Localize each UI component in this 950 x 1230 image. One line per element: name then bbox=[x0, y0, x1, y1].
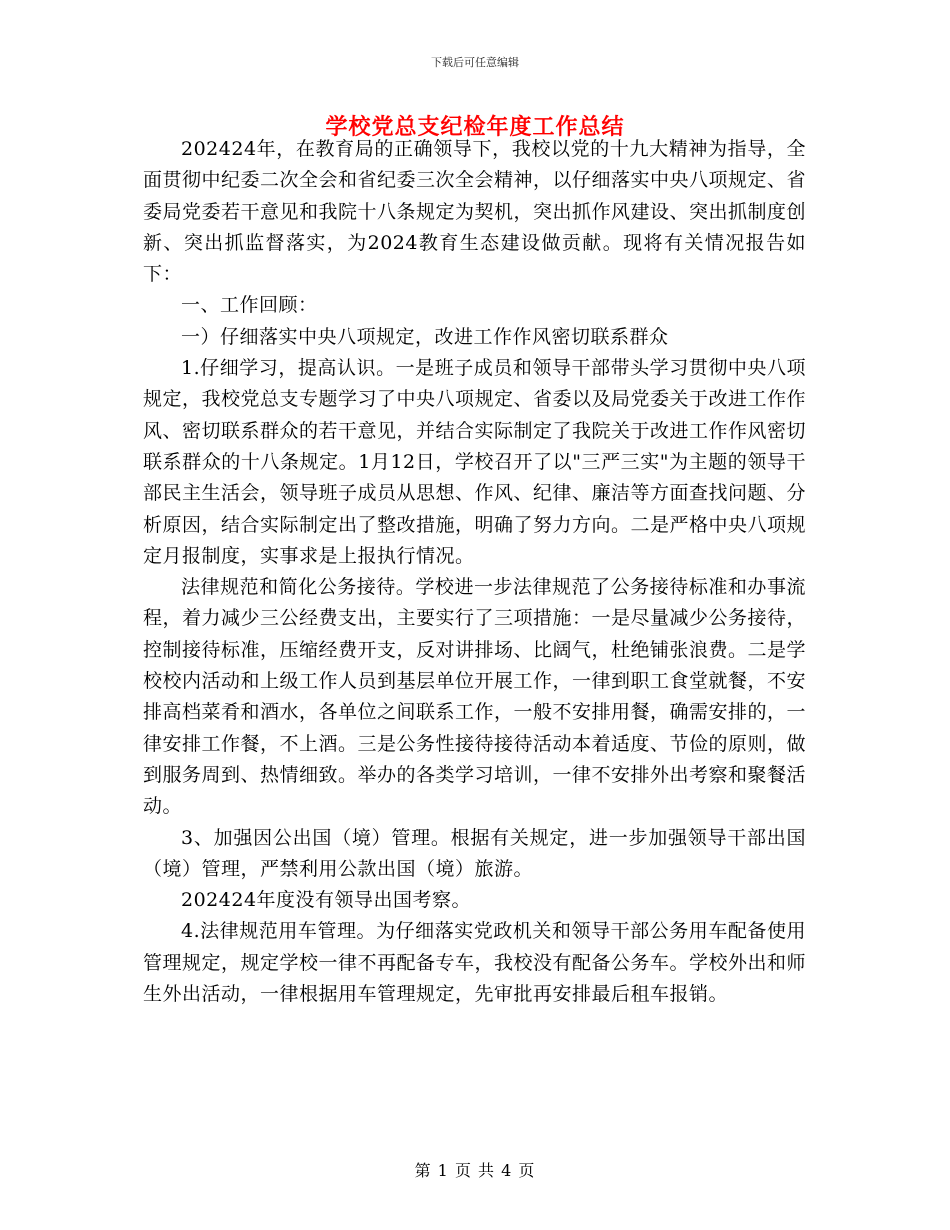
document-body bbox=[143, 134, 806, 1010]
document-title: 学校党总支纪检年度工作总结 bbox=[325, 114, 625, 140]
paragraph-reception: 法律规范和简化公务接待。学校进一步法律规范了公务接待标准和办事流程，着力减少三公经费支出，主要实行了三项措施：一是尽量减少公务接待，控制接待标准，压缩经费开支，反对讲排场、比阔气，杜绝铺张浪费。二是学校校内活动和上级工作人员到基层单位开展工作，一律到职工食堂就餐，不安排高档菜肴和酒水，各单位之间联系工作，一般不安排用餐，确需安排的，一律安排工作餐，不上酒。三是公务性接待接待活动本着适度、节俭的原则，做到服务周到、热情细致。举办的各类学习培训，一律不安排外出考察和聚餐活动。 bbox=[143, 576, 807, 818]
page-number: 第 1 页 共 4 页 bbox=[414, 1161, 536, 1180]
page-header-note: 下载后可任意编辑 bbox=[431, 56, 519, 69]
paragraph-intro: 202424年，在教育局的正确领导下，我校以党的十九大精神为指导，全面贯彻中纪委二次全会和省纪委三次全会精神，以仔细落实中央八项规定、省委局党委若干意见和我院十八条规定为契机，突出抓作风建设、突出抓制度创新、突出抓监督落实，为2024教育生态建设做贡献。现将有关情况报告如下： bbox=[143, 138, 807, 286]
paragraph-vehicles: 4.法律规范用车管理。为仔细落实党政机关和领导干部公务用车配备使用管理规定，规定学校一律不再配备专车，我校没有配备公务车。学校外出和师生外出活动，一律根据用车管理规定，先审批再安排最后租车报销。 bbox=[143, 920, 807, 1006]
subsection-heading-eight-rules: 一）仔细落实中央八项规定，改进工作作风密切联系群众 bbox=[181, 325, 669, 348]
section-heading-review: 一、工作回顾： bbox=[181, 294, 318, 317]
paragraph-study: 1.仔细学习，提高认识。一是班子成员和领导干部带头学习贯彻中央八项规定，我校党总支专题学习了中央八项规定、省委以及局党委关于改进工作作风、密切联系群众的若干意见，并结合实际制定了我院关于改进工作作风密切联系群众的十八条规定。1月12日，学校召开了以"三严三实"为主题的领导干部民主生活会，领导班子成员从思想、作风、纪律、廉洁等方面查找问题、分析原因，结合实际制定出了整改措施，明确了努力方向。二是严格中央八项规定月报制度，实事求是上报执行情况。 bbox=[143, 357, 807, 567]
paragraph-no-abroad: 202424年度没有领导出国考察。 bbox=[181, 889, 472, 912]
paragraph-abroad: 3、加强因公出国（境）管理。根据有关规定，进一步加强领导干部出国（境）管理，严禁利用公款出国（境）旅游。 bbox=[143, 826, 806, 880]
